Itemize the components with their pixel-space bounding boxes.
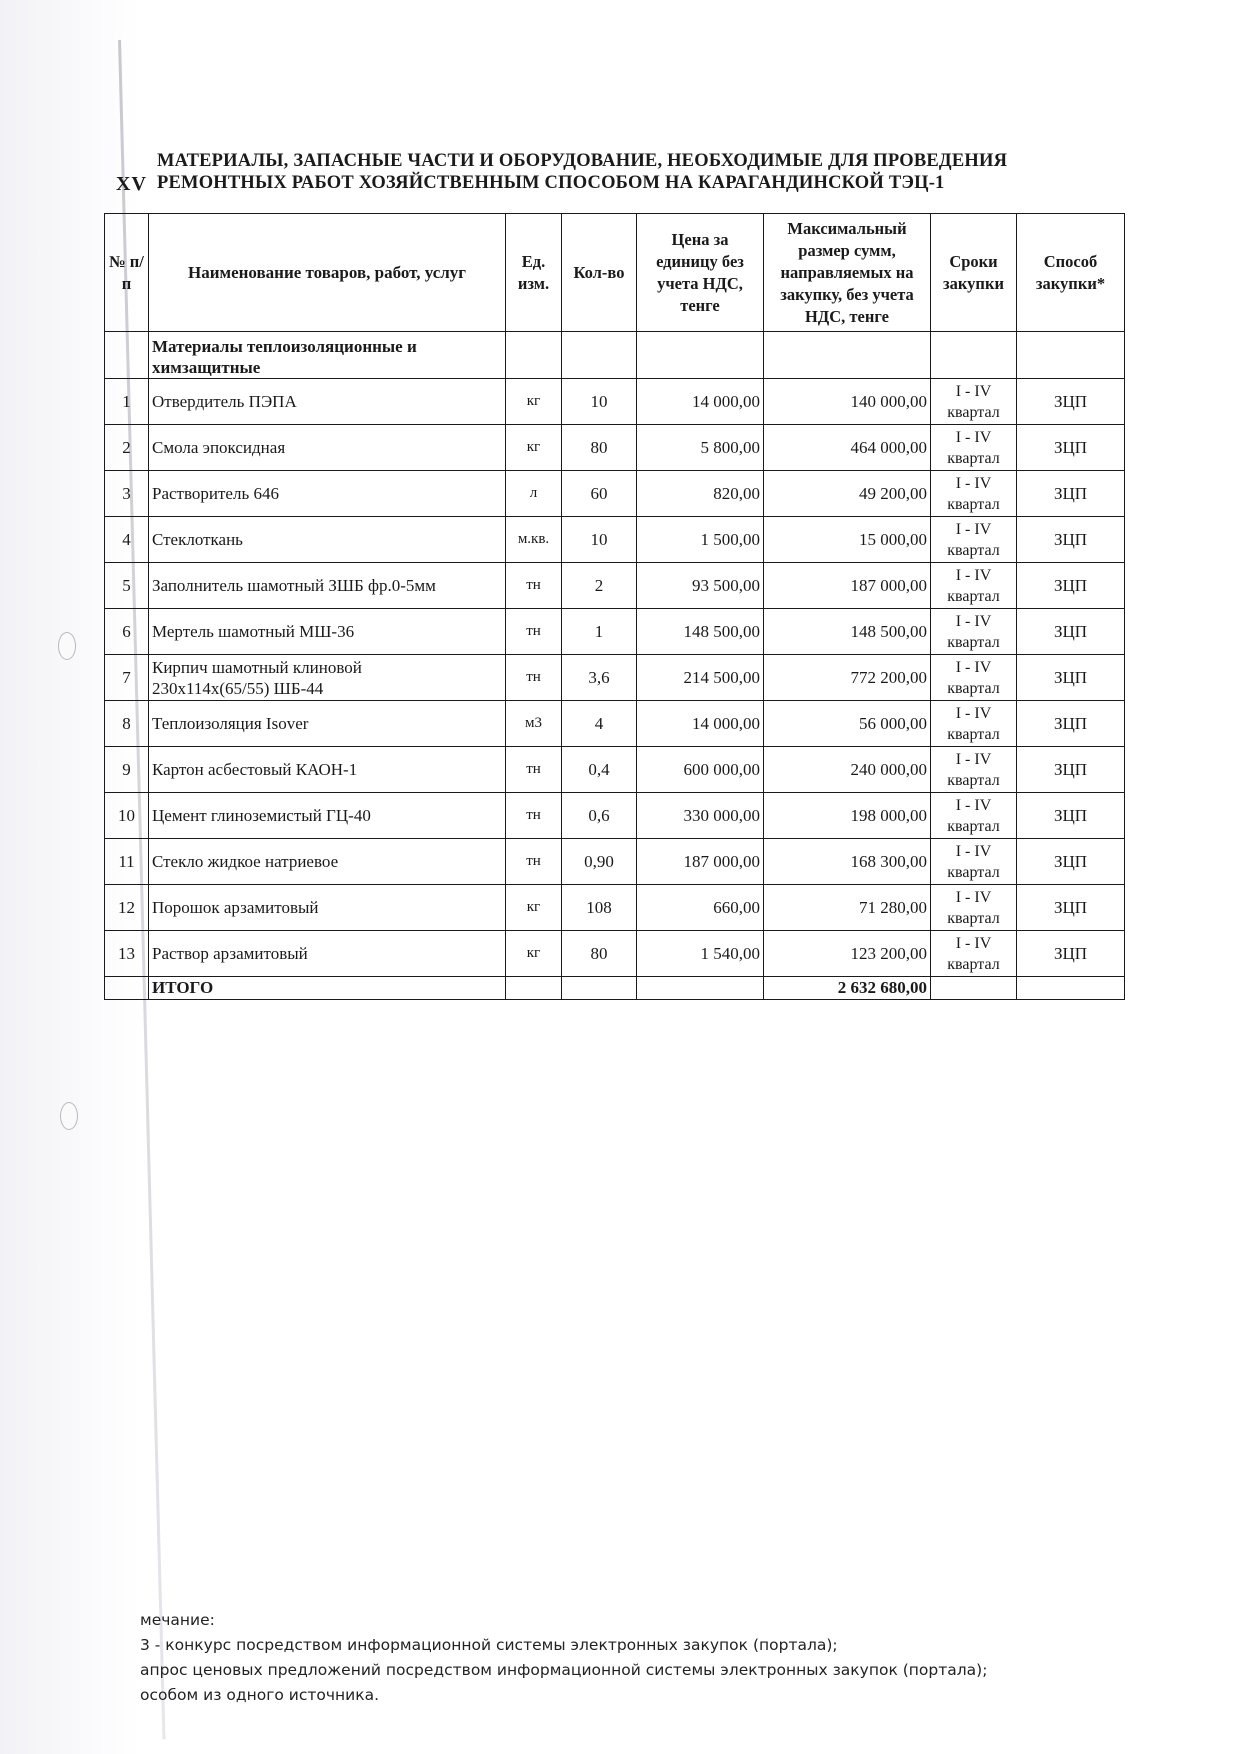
- item-sum: 49 200,00: [764, 471, 931, 517]
- term-period: квартал: [947, 863, 1000, 881]
- item-method: ЗЦП: [1017, 471, 1125, 517]
- item-name-line: Кирпич шамотный клиновой: [152, 657, 362, 677]
- item-name: Смола эпоксидная: [149, 425, 506, 471]
- term-period: квартал: [947, 541, 1000, 559]
- item-sum: 15 000,00: [764, 517, 931, 563]
- row-num: 6: [105, 609, 149, 655]
- table-header-row: [105, 214, 1125, 332]
- item-method: ЗЦП: [1017, 747, 1125, 793]
- item-sum: 123 200,00: [764, 931, 931, 977]
- item-price: 214 500,00: [637, 655, 764, 701]
- row-num: 13: [105, 931, 149, 977]
- item-sum: 71 280,00: [764, 885, 931, 931]
- header-terms: Сроки закупки: [931, 214, 1017, 332]
- term-range: I - IV: [955, 520, 992, 538]
- item-term: [931, 379, 1017, 425]
- item-method: ЗЦП: [1017, 563, 1125, 609]
- item-qty: 0,6: [562, 793, 637, 839]
- header-unit: Ед. изм.: [506, 214, 562, 332]
- term-range: I - IV: [955, 842, 992, 860]
- term-range: I - IV: [955, 428, 992, 446]
- item-qty: 0,90: [562, 839, 637, 885]
- header-max-sum: Максимальный размер сумм, направляемых на закупку, без учета НДС, тенге: [764, 214, 931, 332]
- item-unit: кг: [506, 425, 562, 471]
- total-row: [105, 977, 1125, 1000]
- table-row: [105, 747, 1125, 793]
- item-sum: 464 000,00: [764, 425, 931, 471]
- section-number: XV: [116, 173, 147, 195]
- item-name: Раствор арзамитовый: [149, 931, 506, 977]
- term-range: I - IV: [955, 658, 992, 676]
- item-name: Цемент глиноземистый ГЦ-40: [149, 793, 506, 839]
- row-num: 9: [105, 747, 149, 793]
- item-price: 148 500,00: [637, 609, 764, 655]
- term-period: квартал: [947, 817, 1000, 835]
- item-sum: 148 500,00: [764, 609, 931, 655]
- term-range: I - IV: [955, 474, 992, 492]
- item-sum: 772 200,00: [764, 655, 931, 701]
- item-sum: 187 000,00: [764, 563, 931, 609]
- term-range: I - IV: [955, 750, 992, 768]
- item-price: 600 000,00: [637, 747, 764, 793]
- item-name-line: 230х114х(65/55) ШБ-44: [152, 678, 324, 698]
- item-unit: тн: [506, 793, 562, 839]
- item-price: 5 800,00: [637, 425, 764, 471]
- item-name: Теплоизоляция Isover: [149, 701, 506, 747]
- term-range: I - IV: [955, 566, 992, 584]
- table-row: [105, 425, 1125, 471]
- row-num: 2: [105, 425, 149, 471]
- section-title-line-1: МАТЕРИАЛЫ, ЗАПАСНЫЕ ЧАСТИ И ОБОРУДОВАНИЕ, НЕОБХОДИМЫЕ ДЛЯ ПРОВЕДЕНИЯ: [157, 151, 1008, 171]
- group-label: Материалы теплоизоляционные и химзащитные: [149, 332, 506, 379]
- item-qty: 80: [562, 425, 637, 471]
- row-num: 7: [105, 655, 149, 701]
- row-num: 4: [105, 517, 149, 563]
- item-price: 187 000,00: [637, 839, 764, 885]
- item-qty: 3,6: [562, 655, 637, 701]
- item-sum: 198 000,00: [764, 793, 931, 839]
- table-row: [105, 609, 1125, 655]
- row-num: 8: [105, 701, 149, 747]
- footnote-3: особом из одного источника.: [140, 1686, 380, 1704]
- section-title: [157, 150, 1057, 194]
- punch-hole: [58, 632, 76, 660]
- row-num: 3: [105, 471, 149, 517]
- item-qty: 60: [562, 471, 637, 517]
- footnote-2: апрос ценовых предложений посредством информационной системы электронных закупок (портала);: [140, 1661, 988, 1679]
- term-range: I - IV: [955, 612, 992, 630]
- item-name: Картон асбестовый КАОН-1: [149, 747, 506, 793]
- item-method: ЗЦП: [1017, 885, 1125, 931]
- item-term: [931, 885, 1017, 931]
- term-period: квартал: [947, 725, 1000, 743]
- table-row: [105, 379, 1125, 425]
- item-name: Заполнитель шамотный ЗШБ фр.0-5мм: [149, 563, 506, 609]
- item-name: Стекло жидкое натриевое: [149, 839, 506, 885]
- item-name: Мертель шамотный МШ-36: [149, 609, 506, 655]
- row-num: 5: [105, 563, 149, 609]
- header-qty: Кол-во: [562, 214, 637, 332]
- item-sum: 56 000,00: [764, 701, 931, 747]
- item-qty: 108: [562, 885, 637, 931]
- term-range: I - IV: [955, 796, 992, 814]
- group-row: [105, 332, 1125, 379]
- term-period: квартал: [947, 449, 1000, 467]
- item-method: ЗЦП: [1017, 609, 1125, 655]
- item-unit: тн: [506, 609, 562, 655]
- item-qty: 2: [562, 563, 637, 609]
- term-period: квартал: [947, 403, 1000, 421]
- item-sum: 140 000,00: [764, 379, 931, 425]
- item-qty: 80: [562, 931, 637, 977]
- section-title-line-2: РЕМОНТНЫХ РАБОТ ХОЗЯЙСТВЕННЫМ СПОСОБОМ НА КАРАГАНДИНСКОЙ ТЭЦ-1: [157, 173, 945, 193]
- header-name: Наименование товаров, работ, услуг: [149, 214, 506, 332]
- item-price: 330 000,00: [637, 793, 764, 839]
- item-method: ЗЦП: [1017, 931, 1125, 977]
- footnotes: [140, 1608, 1140, 1708]
- item-name: [149, 655, 506, 701]
- item-method: ЗЦП: [1017, 701, 1125, 747]
- item-term: [931, 655, 1017, 701]
- header-price: Цена за единицу без учета НДС, тенге: [637, 214, 764, 332]
- row-num: 10: [105, 793, 149, 839]
- item-unit: тн: [506, 839, 562, 885]
- item-sum: 240 000,00: [764, 747, 931, 793]
- item-unit: тн: [506, 655, 562, 701]
- item-price: 660,00: [637, 885, 764, 931]
- term-period: квартал: [947, 771, 1000, 789]
- punch-hole: [60, 1102, 78, 1130]
- header-method: Способ закупки*: [1017, 214, 1125, 332]
- item-term: [931, 747, 1017, 793]
- item-method: ЗЦП: [1017, 517, 1125, 563]
- item-term: [931, 931, 1017, 977]
- footnote-heading: мечание:: [140, 1611, 215, 1629]
- table-row: [105, 563, 1125, 609]
- table-row: [105, 655, 1125, 701]
- term-range: I - IV: [955, 888, 992, 906]
- table-row: [105, 885, 1125, 931]
- item-name: Стеклоткань: [149, 517, 506, 563]
- item-qty: 4: [562, 701, 637, 747]
- table-row: [105, 517, 1125, 563]
- item-method: ЗЦП: [1017, 839, 1125, 885]
- item-method: ЗЦП: [1017, 655, 1125, 701]
- row-num: 11: [105, 839, 149, 885]
- item-term: [931, 425, 1017, 471]
- procurement-table: [104, 213, 1125, 1000]
- item-qty: 1: [562, 609, 637, 655]
- item-unit: кг: [506, 931, 562, 977]
- item-term: [931, 793, 1017, 839]
- total-label: ИТОГО: [149, 977, 506, 1000]
- term-range: I - IV: [955, 704, 992, 722]
- term-period: квартал: [947, 587, 1000, 605]
- item-qty: 10: [562, 517, 637, 563]
- item-name: Порошок арзамитовый: [149, 885, 506, 931]
- table-row: [105, 931, 1125, 977]
- item-qty: 10: [562, 379, 637, 425]
- item-term: [931, 609, 1017, 655]
- item-price: 1 500,00: [637, 517, 764, 563]
- item-price: 14 000,00: [637, 379, 764, 425]
- item-unit: кг: [506, 885, 562, 931]
- term-period: квартал: [947, 495, 1000, 513]
- item-unit: тн: [506, 563, 562, 609]
- footnote-1: 3 - конкурс посредством информационной системы электронных закупок (портала);: [140, 1636, 838, 1654]
- item-price: 1 540,00: [637, 931, 764, 977]
- term-period: квартал: [947, 909, 1000, 927]
- table-row: [105, 471, 1125, 517]
- item-name: Растворитель 646: [149, 471, 506, 517]
- item-term: [931, 839, 1017, 885]
- item-unit: л: [506, 471, 562, 517]
- item-term: [931, 471, 1017, 517]
- item-unit: м3: [506, 701, 562, 747]
- item-sum: 168 300,00: [764, 839, 931, 885]
- total-sum: 2 632 680,00: [764, 977, 931, 1000]
- item-price: 14 000,00: [637, 701, 764, 747]
- term-period: квартал: [947, 679, 1000, 697]
- row-num: 1: [105, 379, 149, 425]
- item-method: ЗЦП: [1017, 425, 1125, 471]
- term-period: квартал: [947, 955, 1000, 973]
- item-method: ЗЦП: [1017, 379, 1125, 425]
- item-method: ЗЦП: [1017, 793, 1125, 839]
- row-num: 12: [105, 885, 149, 931]
- item-name: Отвердитель ПЭПА: [149, 379, 506, 425]
- item-unit: кг: [506, 379, 562, 425]
- item-qty: 0,4: [562, 747, 637, 793]
- term-range: I - IV: [955, 382, 992, 400]
- table-row: [105, 701, 1125, 747]
- term-period: квартал: [947, 633, 1000, 651]
- item-term: [931, 563, 1017, 609]
- term-range: I - IV: [955, 934, 992, 952]
- item-unit: тн: [506, 747, 562, 793]
- item-price: 820,00: [637, 471, 764, 517]
- table-row: [105, 793, 1125, 839]
- item-unit: м.кв.: [506, 517, 562, 563]
- item-price: 93 500,00: [637, 563, 764, 609]
- table-row: [105, 839, 1125, 885]
- header-num: № п/п: [105, 214, 149, 332]
- item-term: [931, 517, 1017, 563]
- item-term: [931, 701, 1017, 747]
